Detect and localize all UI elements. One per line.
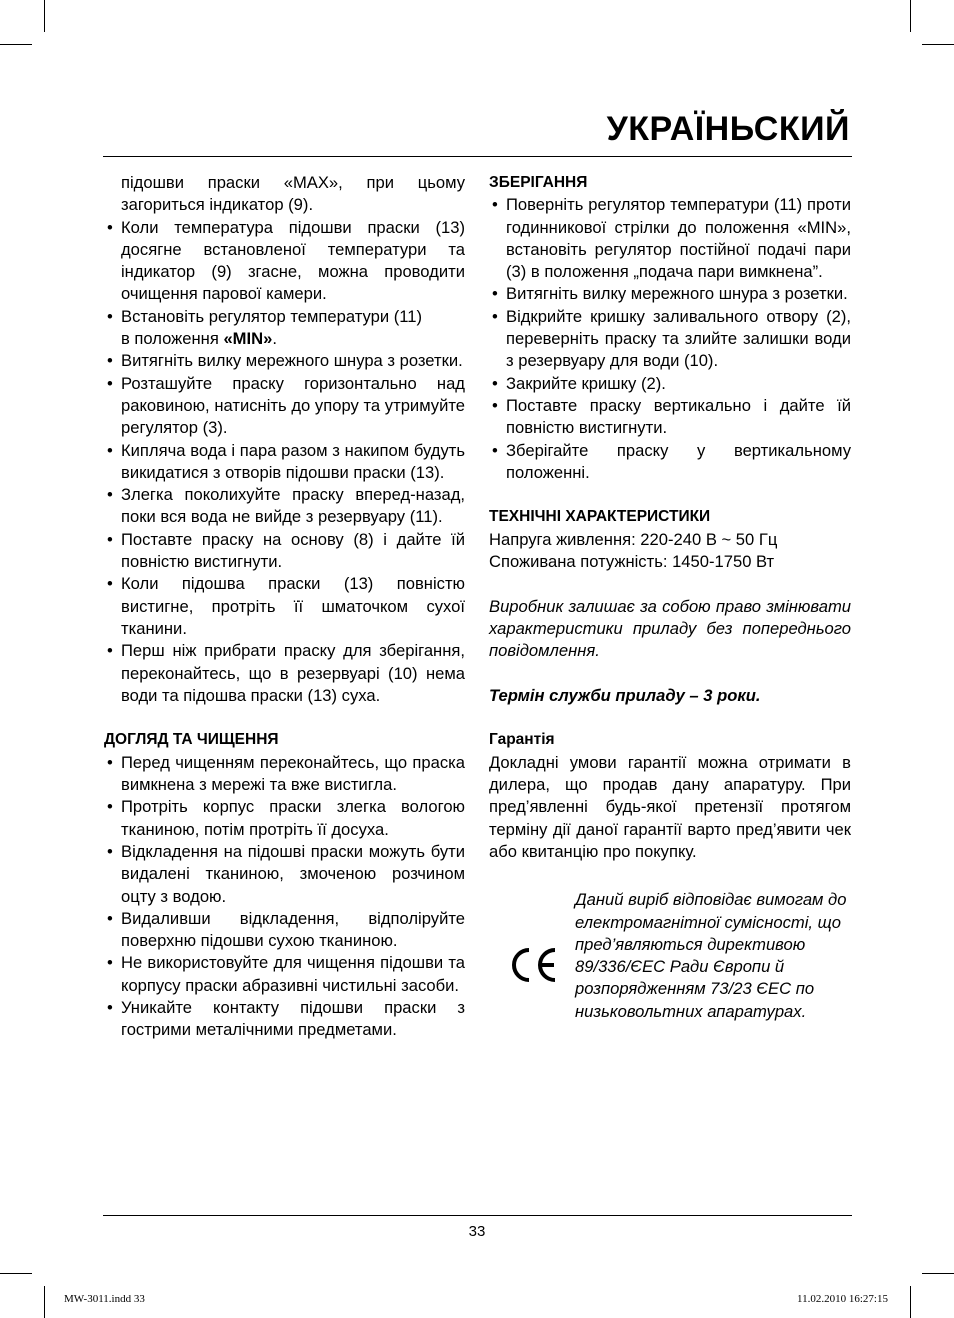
- page-title: УКРАЇНЬСКИЙ: [606, 110, 850, 148]
- list-item: • Закрийте кришку (2).: [492, 373, 666, 393]
- disclaimer-text: Виробник залишає за собою право змінювати характеристики приладу без попереднього повідомлення.: [489, 596, 851, 661]
- left-column: [104, 172, 465, 1042]
- lifetime-text: Термін служби приладу – 3 роки.: [489, 685, 761, 705]
- crop-mark: [44, 0, 45, 32]
- crop-mark: [44, 1286, 45, 1318]
- list-item: • Перш ніж прибрати праску для зберігання, переконайтесь, що в резервуарі (10) нема води та підошва праски (13) суха.: [107, 641, 465, 705]
- list-item: • Поставте праску на основу (8) і дайте їй повністю вистигнути.: [107, 529, 465, 572]
- crop-mark: [0, 44, 32, 45]
- ce-mark-icon: [507, 945, 559, 985]
- footer-rule: [103, 1215, 852, 1216]
- list-item: • Протріть корпус праски злегка вологою тканиною, потім протріть її досуха.: [107, 797, 465, 839]
- power-spec: Споживана потужність: 1450-1750 Вт: [489, 552, 775, 572]
- list-item-min: • Встановіть регулятор температури (11) в положення «MIN».: [107, 306, 422, 349]
- specs-heading: ТЕХНІЧНІ ХАРАКТЕРИСТИКИ: [489, 508, 711, 526]
- list-item: • Видаливши відкладення, відполіруйте поверхню підошви сухою тканиною.: [107, 908, 465, 951]
- list-item: • Поставте праску вертикально і дайте їй повністю вистигнути.: [492, 395, 851, 438]
- file-slug: MW-3011.indd 33: [64, 1293, 145, 1305]
- ce-compliance-text: Даний виріб відповідає вимогам до електромагнітної сумісності, що пред’являються директивою 89/336/ЄЕС Ради Європи й розпорядженням 73/23 ЄЕС по низьковольтних апаратурах.: [575, 890, 847, 1021]
- crop-mark: [922, 44, 954, 45]
- list-item: • Кипляча вода і пара разом з накипом будуть викидатися з отворів підошви праски (13).: [107, 440, 465, 482]
- warranty-text: Докладні умови гарантії можна отримати в дилера, що продав дану апаратуру. При пред’явленні будь-якої претензії протягом терміну дії даної гарантії варто пред’явити чек або квитанцію про покупку.: [489, 752, 851, 861]
- list-item: • Витягніть вилку мережного шнура з розетки.: [492, 284, 848, 304]
- list-item: • Відкрийте кришку заливального отвору (2), переверніть праску та злийте залишки води з резервуару для води (10).: [492, 306, 851, 371]
- ce-block: [489, 889, 851, 1049]
- list-item: • Витягніть вилку мережного шнура з розетки.: [107, 351, 463, 371]
- list-item: • Розташуйте праску горизонтально над раковиною, натисніть до упору та утримуйте регулятор (3).: [107, 373, 465, 438]
- crop-mark: [0, 1273, 32, 1274]
- list-item: • Зберігайте праску у вертикальному положенні.: [492, 440, 851, 482]
- storage-heading: ЗБЕРІГАННЯ: [489, 174, 588, 191]
- list-item: • Не використовуйте для чищення підошви та корпусу праски абразивні чистильні засоби.: [107, 953, 465, 995]
- crop-mark: [910, 0, 911, 32]
- list-item: • Перед чищенням переконайтесь, що праска вимкнена з мережі та вже вистигла.: [107, 752, 465, 795]
- care-heading: ДОГЛЯД ТА ЧИЩЕННЯ: [104, 731, 279, 749]
- list-item: • Відкладення на підошві праски можуть бути видалені тканиною, змоченою розчином оцту з водою.: [107, 841, 465, 906]
- min-label: «MIN»: [223, 329, 273, 349]
- list-item: • Коли підошва праски (13) повністю вистигне, протріть її шматочком сухої тканини.: [107, 574, 465, 638]
- page-number: 33: [468, 1223, 486, 1240]
- list-item: • Поверніть регулятор температури (11) проти годинникової стрілки до положення «MIN», встановіть регулятор постійної подачі пари (3) в положення „подача пари вимкнена”.: [492, 195, 851, 282]
- list-item: • Коли температура підошви праски (13) досягне встановленої температури та індикатор (9) згасне, можна проводити очищення парової камери.: [107, 217, 465, 304]
- timestamp-slug: 11.02.2010 16:27:15: [797, 1293, 888, 1305]
- warranty-heading: Гарантія: [489, 731, 555, 749]
- right-column: [489, 172, 851, 1049]
- list-item: • Уникайте контакту підошви праски з гострими металічними предметами.: [107, 997, 465, 1040]
- list-item: • Злегка поколихуйте праску вперед-назад, поки вся вода не вийде з резервуару (11).: [107, 485, 465, 527]
- header-rule: [103, 156, 852, 157]
- crop-mark: [922, 1273, 954, 1274]
- voltage-spec: Напруга живлення: 220-240 В ~ 50 Гц: [489, 529, 778, 549]
- crop-mark: [910, 1286, 911, 1318]
- intro-text: підошви праски «MAX», при цьому загориться індикатор (9).: [121, 173, 465, 215]
